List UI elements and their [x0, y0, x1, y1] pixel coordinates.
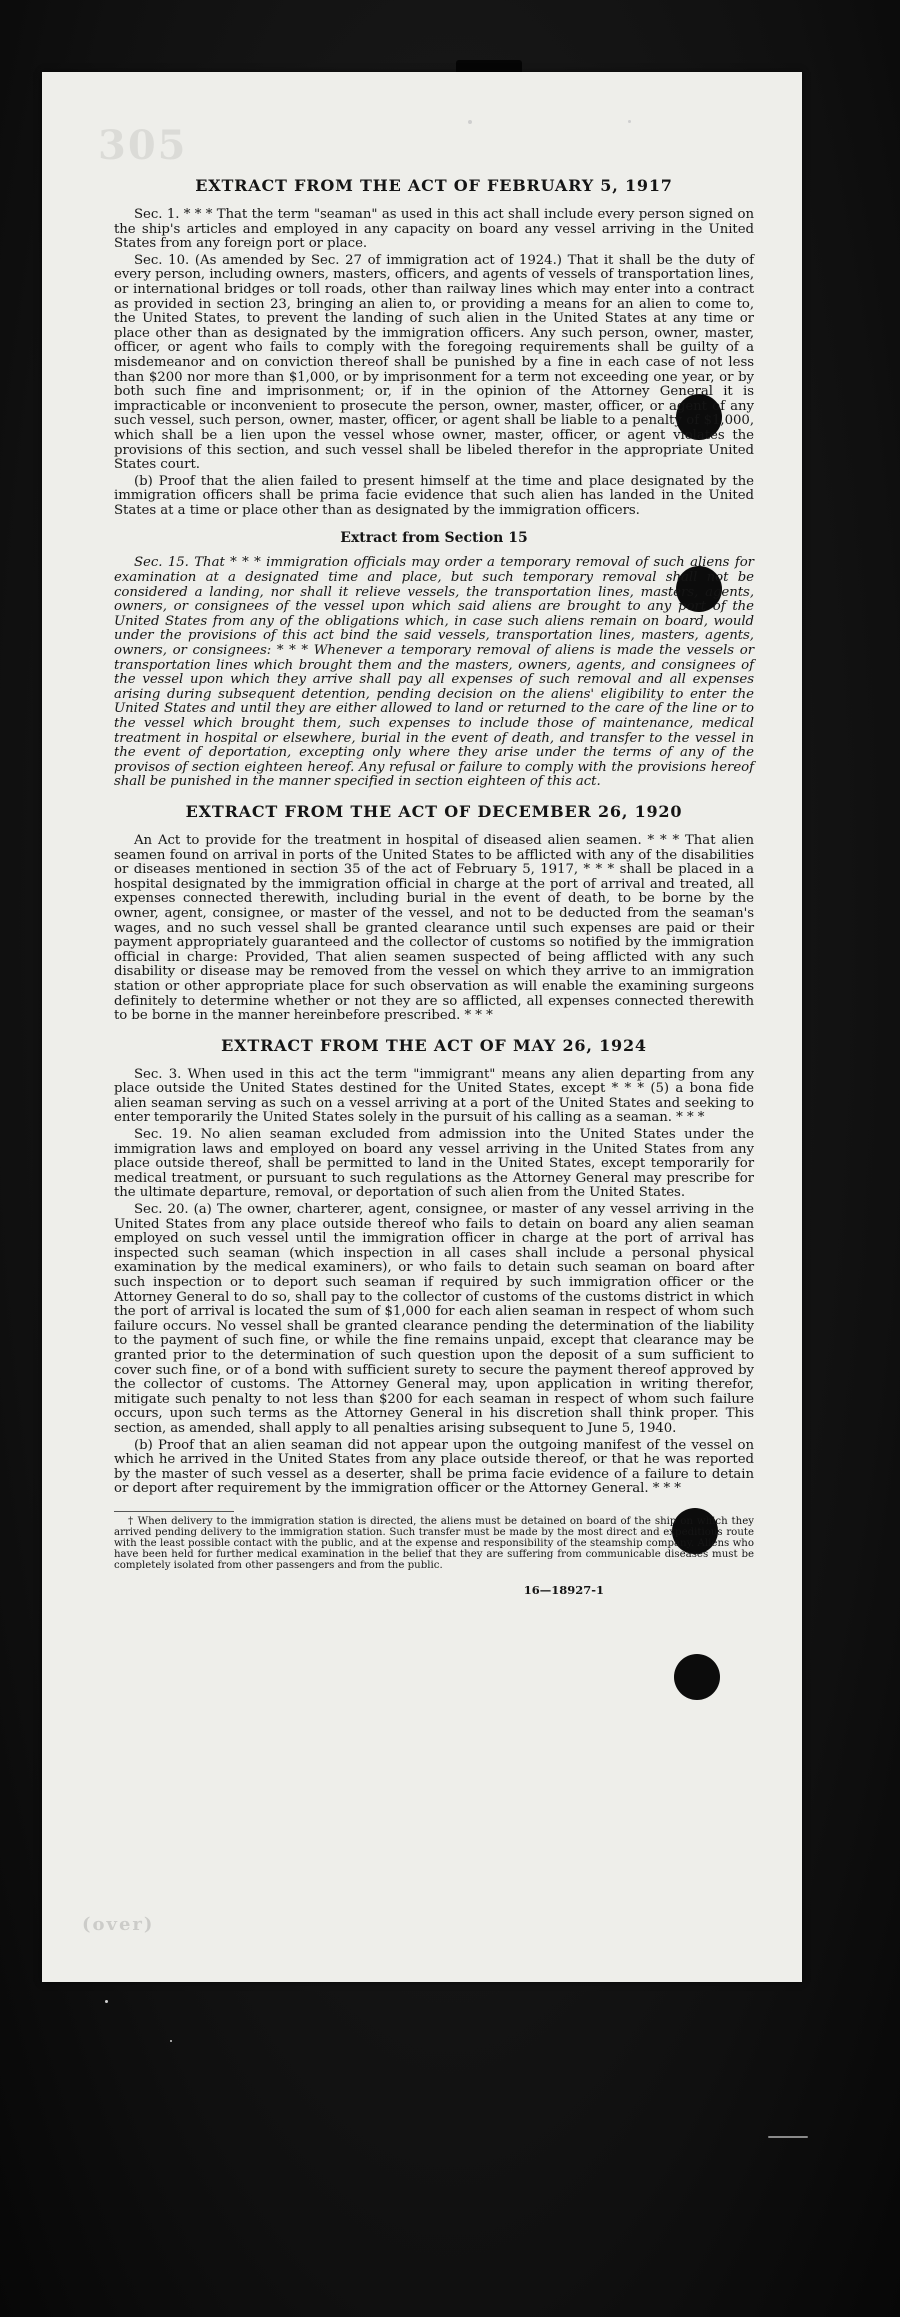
dust-speck — [628, 120, 631, 123]
section-heading: EXTRACT FROM THE ACT OF FEBRUARY 5, 1917 — [195, 176, 673, 195]
section-act-1924 — [114, 1036, 754, 1497]
scratch-mark — [768, 2136, 808, 2138]
dust-speck — [468, 120, 472, 124]
paragraph: Sec. 19. No alien seaman excluded from admission into the United States under the immigration laws and employed on board any vessel arriving in the United States from any place outside thereof, shall be permitted to land in the United States, except temporarily for medical treatment, or pursuant to such regulations as the Attorney General may prescribe for the ultimate departure, removal, or deportation of such alien from the United States. — [114, 1127, 754, 1201]
footnote-rule — [114, 1511, 234, 1512]
paragraph: Sec. 3. When used in this act the term "immigrant" means any alien departing from any place outside the United States destined for the United States, except * * * (5) a bona fide alien seaman serving as such on a vessel arriving at a port of the United States and seeking to enter temporarily the United States solely in the pursuit of his calling as a seaman. * * * — [114, 1066, 754, 1126]
footnote: † When delivery to the immigration station is directed, the aliens must be detained on board of the ship on which they arrived pending delivery to the immigration station. Such transfer must be made by the most direct and expeditious route with the least possible contact with the public, and at the expense and responsibility of the steamship company. Aliens who have been held for further medical examination in the belief that they are suffering from communicable diseases must be completely isolated from other passengers and from the public. — [114, 1515, 754, 1571]
document-body — [114, 176, 754, 1597]
section-heading: Extract from Section 15 — [340, 530, 528, 547]
paragraph: Sec. 1. * * * That the term "seaman" as used in this act shall include every person signed on the ship's articles and employed in any capacity on board any vessel arriving in the United States from any foreign port or place. — [114, 207, 754, 252]
section-heading: EXTRACT FROM THE ACT OF DECEMBER 26, 1920 — [185, 801, 683, 821]
section-act-1920 — [114, 802, 754, 1024]
dust-speck — [105, 2000, 108, 2003]
punch-hole — [674, 1654, 720, 1700]
section-extract-15 — [114, 530, 754, 790]
document-page — [42, 72, 802, 1982]
paragraph: (b) Proof that the alien failed to present himself at the time and place designated by the immigration officers shall be prima facie evidence that such alien has landed in the United States at a time or place other than as designated by the immigration officers. — [114, 473, 754, 518]
paragraph: An Act to provide for the treatment in hospital of diseased alien seamen. * * * That alien seamen found on arrival in ports of the United States to be afflicted with any of the disabilities or diseases mentioned in section 35 of the act of February 5, 1917, * * * shall be placed in a hospital designated by the immigration official in charge at the port of arrival and treated, all expenses connected therewith, including burial in the event of death, to be borne by the owner, agent, consignee, or master of the vessel, and not to be deducted from the seaman's wages, and no such vessel shall be granted clearance until such expenses are paid or their payment appropriately guaranteed and the collector of customs so notified by the immigration official in charge: Provided, That alien seamen suspected of being afflicted with any such disability or disease may be removed from the vessel on which they arrive to an immigration station or other appropriate place for such observation as will enable the examining surgeons definitely to determine whether or not they are so afflicted, all expenses connected therewith to be borne in the manner hereinbefore prescribed. * * * — [114, 832, 754, 1024]
section-act-1917 — [114, 176, 754, 518]
paragraph: Sec. 20. (a) The owner, charterer, agent, consignee, or master of any vessel arriving in the United States from any place outside thereof who fails to detain on board any alien seaman employed on such vessel until the immigration officer in charge at the port of arrival has inspected such seaman (which inspection in all cases shall include a personal physical examination by the medical examiners), or who fails to detain such seaman on board after such inspection or to deport such seaman if required by such immigration officer or the Attorney General to do so, shall pay to the collector of customs of the customs district in which the port of arrival is located the sum of $1,000 for each alien seaman in respect of whom such failure occurs. No vessel shall be granted clearance pending the determination of the liability to the payment of such fine, or while the fine remains unpaid, except that clearance may be granted prior to the determination of such question upon the deposit of a sum sufficient to cover such fine, or of a bond with sufficient surety to secure the payment thereof approved by the collector of customs. The Attorney General may, upon application in writing therefor, mitigate such penalty to not less than $200 for each seaman in respect of whom such failure occurs, upon such terms as the Attorney General in his discretion shall think proper. This section, as amended, shall apply to all penalties arising subsequent to June 5, 1940. — [114, 1202, 754, 1436]
bottom-mark-stamp: (over) — [82, 1914, 155, 1935]
paragraph: Sec. 15. That * * * immigration officials may order a temporary removal of such aliens for examination at a designated time and place, but such temporary removal shall not be considered a landing, nor shall it relieve vessels, the transportation lines, masters, agents, owners, or consignees of the vessel upon which said aliens are brought to any port of the United States from any of the obligations which, in case such aliens remain on board, would under the provisions of this act bind the said vessels, transportation lines, masters, agents, owners, or consignees: * * * Whenever a temporary removal of aliens is made the vessels or transportation lines which brought them and the masters, owners, agents, and consignees of the vessel upon which they arrive shall pay all expenses of such removal and all expenses arising during subsequent detention, pending decision on the aliens' eligibility to enter the United States and until they are either allowed to land or returned to the care of the line or to the vessel which brought them, such expenses to include those of maintenance, medical treatment in hospital or elsewhere, burial in the event of death, and transfer to the vessel in the event of deportation, excepting only where they arise under the terms of any of the provisos of section eighteen hereof. Any refusal or failure to comply with the provisions hereof shall be punished in the manner specified in section eighteen of this act. — [114, 555, 754, 790]
paragraph: Sec. 10. (As amended by Sec. 27 of immigration act of 1924.) That it shall be the duty of every person, including owners, masters, officers, and agents of vessels of transportation lines, or international bridges or toll roads, other than railway lines which may enter into a contract as provided in section 23, bringing an alien to, or providing a means for an alien to come to, the United States, to prevent the landing of such alien in the United States at any time or place other than as designated by the immigration officers. Any such person, owner, master, officer, or agent who fails to comply with the foregoing requirements shall be guilty of a misdemeanor and on conviction thereof shall be punished by a fine in each case of not less than $200 nor more than $1,000, or by imprisonment for a term not exceeding one year, or by both such fine and imprisonment; or, if in the opinion of the Attorney General it is impracticable or inconvenient to prosecute the person, owner, master, officer, or agent of any such vessel, such person, owner, master, officer, or agent shall be liable to a penalty of $1,000, which shall be a lien upon the vessel whose owner, master, officer, or agent violates the provisions of this section, and such vessel shall be libeled therefor in the appropriate United States court. — [114, 252, 754, 473]
form-number: 16—18927-1 — [523, 1582, 604, 1597]
paragraph: (b) Proof that an alien seaman did not appear upon the outgoing manifest of the vessel on which he arrived in the United States from any place outside thereof, or that he was reported by the master of such vessel as a deserter, shall be prima facie evidence of a failure to detain or deport after requirement by the immigration officer or the Attorney General. * * * — [114, 1437, 754, 1497]
page-number-stamp: 305 — [98, 122, 188, 169]
dust-speck — [170, 2040, 172, 2042]
section-heading: EXTRACT FROM THE ACT OF MAY 26, 1924 — [221, 1035, 647, 1055]
